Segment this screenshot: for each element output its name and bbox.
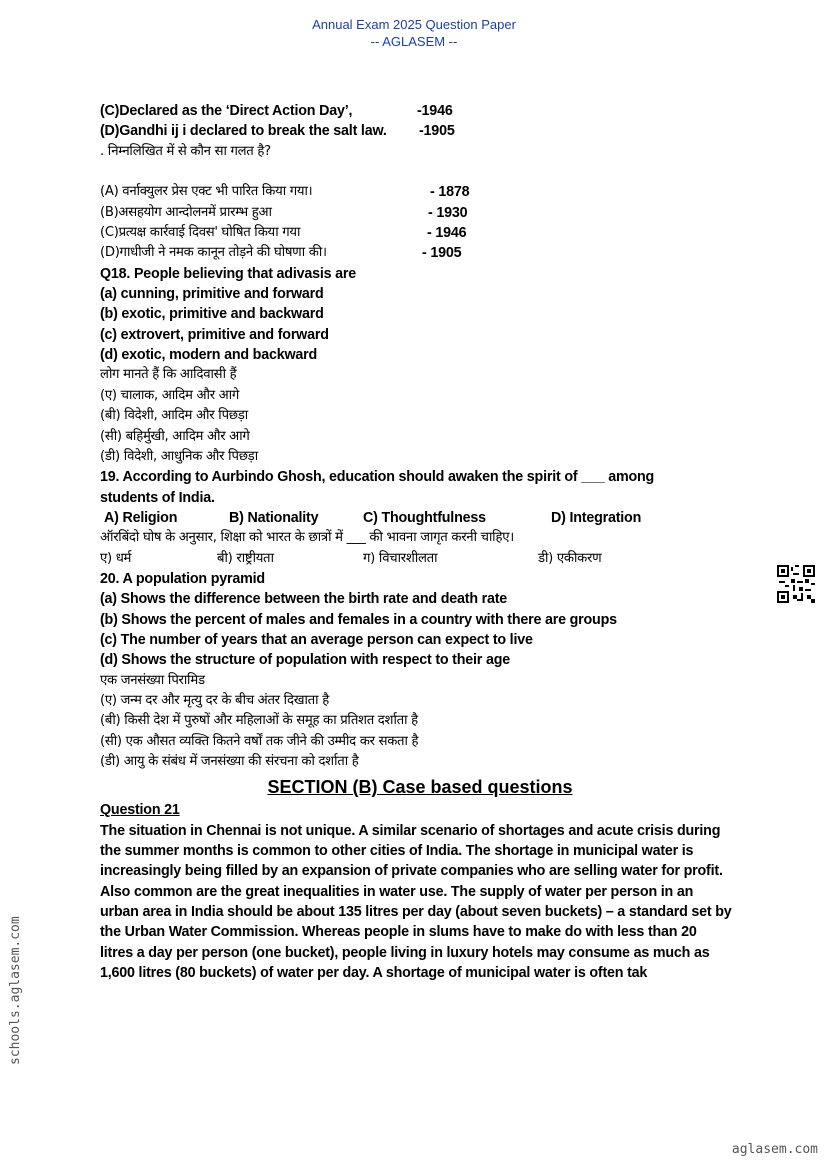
q20-hindi-option-b: (बी) किसी देश में पुरुषों और महिलाओं के समूह का प्रतिशत दर्शाता है <box>100 713 418 729</box>
header-title: Annual Exam 2025 Question Paper <box>312 17 516 32</box>
q19-hindi-option-b: बी) राष्ट्रीयता <box>217 550 274 566</box>
q17-option-c <box>100 101 740 121</box>
q18-option-c: (c) extrovert, primitive and forward <box>100 326 329 343</box>
q19-hindi-options <box>100 549 740 569</box>
q20-question: 20. A population pyramid <box>100 570 265 587</box>
year: -1946 <box>417 103 453 119</box>
option-text: (C)प्रत्यक्ष कार्रवाई दिवस' घोषित किया गया <box>100 225 301 241</box>
q20-hindi-question: एक जनसंख्या पिरामिड <box>100 672 205 688</box>
q19-option-c: C) Thoughtfulness <box>363 509 486 526</box>
q21-passage: The situation in Chennai is not unique. A similar scenario of shortages and acute crisis during the summer months is common to other cities of India. The shortage in municipal water is increasingly being filled by an expansion of private companies who are selling water for profit. Also common are the great inequalities in water use. The supply of water per person in an urban area in India should be about 135 litres per day (about seven buckets) – a standard set by the Urban Water Commission. Whereas people in slums have to make do with less than 20 litres a day per person (one bucket), people living in luxury hotels may consume as much as 1,600 litres (80 buckets) of water per day. A shortage of municipal water is often tak <box>100 822 732 982</box>
q18-hindi-option-c: (सी) बहिर्मुखी, आदिम और आगे <box>100 428 250 444</box>
q18-option-d: (d) exotic, modern and backward <box>100 347 318 364</box>
q17-option-d <box>100 121 740 141</box>
q18-option-b: (b) exotic, primitive and backward <box>100 306 324 323</box>
q18-question: Q18. People believing that adivasis are <box>100 265 357 282</box>
qr-code-icon <box>777 565 815 603</box>
year: - 1946 <box>427 225 467 242</box>
header-subtitle: -- AGLASEM -- <box>370 34 458 49</box>
q20-option-a: (a) Shows the difference between the birth rate and death rate <box>100 591 508 608</box>
q19-hindi-question: ऑरबिंदो घोष के अनुसार, शिक्षा को भारत के छात्रों में ___ की भावना जागृत करनी चाहिए। <box>100 530 514 546</box>
q19-option-a: A) Religion <box>104 509 178 526</box>
option-text: (A) वर्नाक्युलर प्रेस एक्ट भी पारित किया गया। <box>100 184 313 200</box>
option-text: (B)असहयोग आन्दोलनमें प्रारम्भ हुआ <box>100 204 272 220</box>
footer-watermark: aglasem.com <box>731 1142 818 1157</box>
q20-hindi-option-d: (डी) आयु के संबंध में जनसंख्या की संरचना को दर्शाता है <box>100 754 359 769</box>
section-b-heading: SECTION (B) Case based questions <box>267 777 573 798</box>
q18-hindi-option-a: (ए) चालाक, आदिम और आगे <box>100 387 239 403</box>
q17-hindi-question: . निम्नलिखित में से कौन सा गलत है? <box>100 143 271 159</box>
year: - 1878 <box>430 184 470 201</box>
q18-hindi-question: लोग मानते हैं कि आदिवासी हैं <box>100 367 237 383</box>
question-content <box>100 101 740 983</box>
q17-hindi-option-a <box>100 182 740 202</box>
q19-option-b: B) Nationality <box>229 509 319 526</box>
q20-hindi-option-a: (ए) जन्म दर और मृत्यु दर के बीच अंतर दिखाता है <box>100 692 329 708</box>
option-text: (C)Declared as the ‘Direct Action Day’, <box>100 103 353 119</box>
option-text: (D)गाधीजी ने नमक कानून तोड़ने की घोषणा की। <box>100 245 327 261</box>
side-watermark: schools.aglasem.com <box>8 916 23 1065</box>
q20-option-c: (c) The number of years that an average person can expect to live <box>100 631 533 648</box>
q17-hindi-option-b <box>100 203 740 223</box>
q17-hindi-option-d <box>100 243 740 263</box>
q18-hindi-option-d: (डी) विदेशी, आधुनिक और पिछड़ा <box>100 448 258 464</box>
q17-hindi-option-c <box>100 223 740 243</box>
q20-option-d: (d) Shows the structure of population with respect to their age <box>100 652 510 669</box>
year: - 1930 <box>428 204 468 221</box>
year: - 1905 <box>422 245 462 262</box>
q19-option-d: D) Integration <box>551 509 642 526</box>
year: -1905 <box>419 123 455 140</box>
q19-hindi-option-a: ए) धर्म <box>100 550 132 566</box>
q18-hindi-option-b: (बी) विदेशी, आदिम और पिछड़ा <box>100 408 248 424</box>
q19-hindi-option-c: ग) विचारशीलता <box>363 550 438 566</box>
blank-line <box>100 162 740 182</box>
q19-hindi-option-d: डी) एकीकरण <box>538 550 602 566</box>
q19-options <box>100 508 740 528</box>
q20-hindi-option-c: (सी) एक औसत व्यक्ति कितने वर्षों तक जीने की उम्मीद कर सकता है <box>100 733 419 749</box>
q19-question-line2: students of India. <box>100 489 215 506</box>
q18-option-a: (a) cunning, primitive and forward <box>100 286 324 303</box>
q20-option-b: (b) Shows the percent of males and females in a country with there are groups <box>100 611 617 628</box>
q19-question-line1: 19. According to Aurbindo Ghosh, education should awaken the spirit of ___ among <box>100 469 655 486</box>
q21-heading: Question 21 <box>100 802 180 819</box>
option-text: (D)Gandhi ij i declared to break the salt law. <box>100 123 387 140</box>
